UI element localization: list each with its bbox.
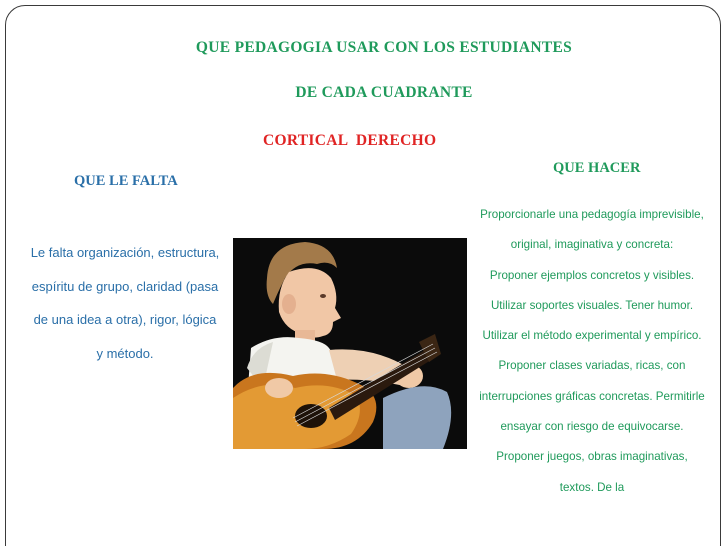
child-guitar-photo [233, 238, 467, 449]
right-text [478, 200, 706, 503]
slide-subtitle: CORTICAL DERECHO [263, 132, 437, 149]
left-text: Le falta organización, estructura, espíritu de grupo, claridad (pasa de una idea a otra), rigor, lógica y método. [30, 245, 220, 361]
left-heading: QUE LE FALTA [74, 173, 178, 189]
right-heading: QUE HACER [553, 160, 641, 176]
slide-title-line2: DE CADA CUADRANTE [295, 84, 473, 101]
right-paragraph-1: Proporcionarle una pedagogía imprevisible, original, imaginativa y concreta: [480, 208, 704, 252]
right-paragraph-2: Proponer ejemplos concretos y visibles. Utilizar soportes visuales. Tener humor. Utilizar el método experimental y empírico. Proponer clases variadas, ricas, con interrupciones gráficas concretas. Permitirle ensayar con riesgo de equivocarse. Proponer juegos, obras imaginativas, textos. De la [479, 268, 705, 494]
slide-title-line1: QUE PEDAGOGIA USAR CON LOS ESTUDIANTES [195, 39, 573, 56]
